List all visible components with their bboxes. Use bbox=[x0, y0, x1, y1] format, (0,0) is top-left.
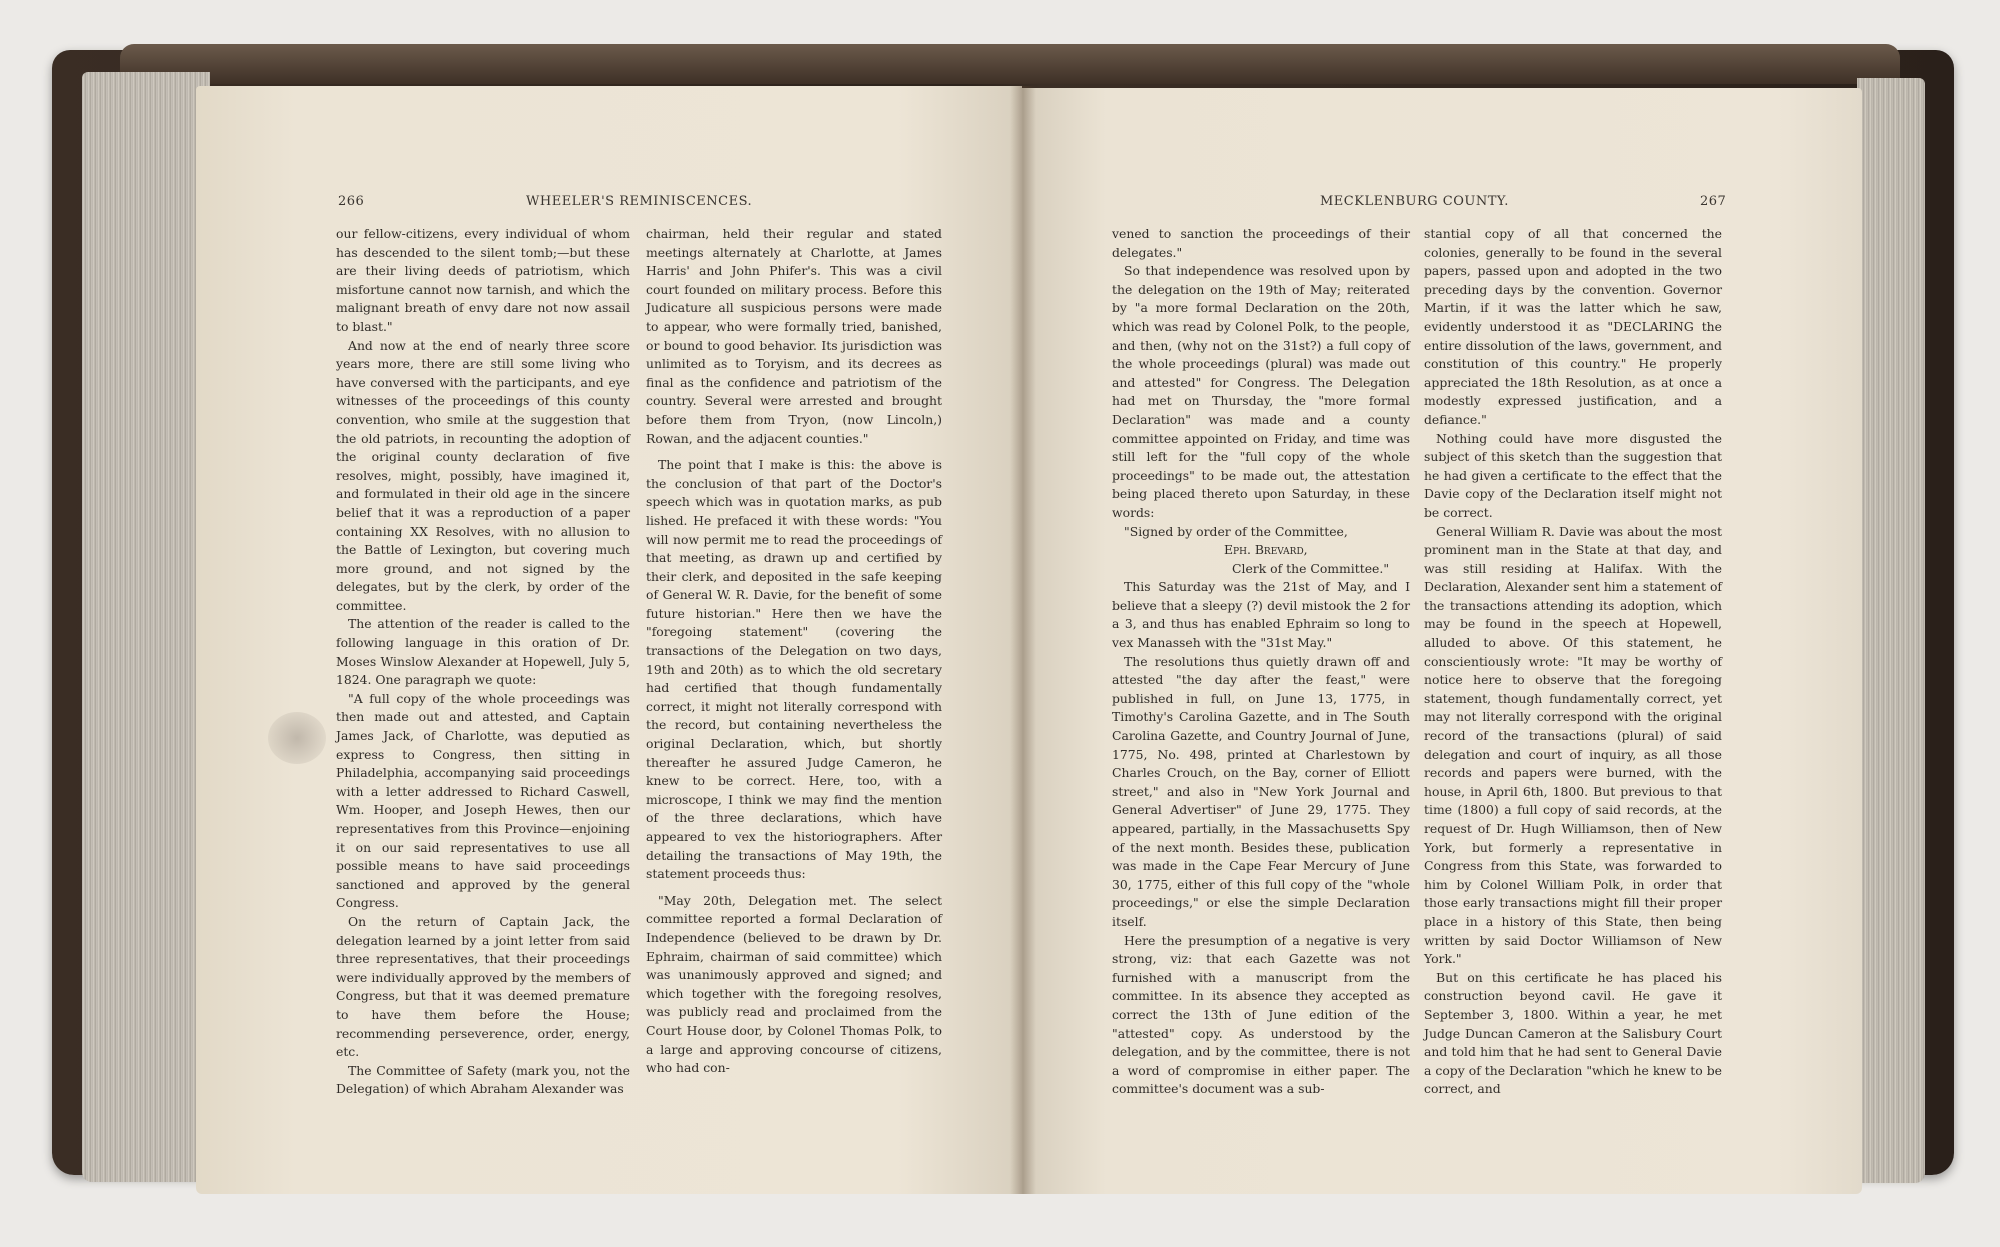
paragraph: And now at the end of nearly three score years more, there are still some living who have conversed with the participants, and eye witnesses of the proceedings of this county convention, who smile at the suggestion that the old patriots, in recounting the adoption of the original county declaration of five resolves, might, possibly, have imagined it, and formulated in their old age in the sincere belief that it was a reproduction of a paper containing XX Resolves, with no allusion to the Battle of Lexington, but covering much more ground, and not signed by the delegates, but by the clerk, by order of the committee. bbox=[336, 337, 630, 613]
paragraph: vened to sanction the proceedings of their delegates." bbox=[1112, 226, 1410, 260]
right-column-1 bbox=[1112, 225, 1410, 1099]
paragraph: "A full copy of the whole proceedings was then made out and attested, and Captain James Jack, of Charlotte, was deputied as express to Congress, then sitting in Philadelphia, accompanying said proceedings with a letter addressed to Richard Caswell, Wm. Hooper, and Joseph Hewes, then our representatives from this Province—enjoining it on our said representatives to use all possible means to have said proceedings sanctioned and approved by the general Congress. bbox=[336, 690, 630, 911]
left-column-1 bbox=[336, 225, 630, 1099]
paragraph: But on this certificate he has placed his construction beyond cavil. He gave it September 3, 1800. Within a year, he met Judge Duncan Cameron at the Salisbury Court and told him that he had sent to General Davie a copy of the Declaration "which he knew to be correct, and bbox=[1424, 969, 1722, 1097]
book-spine-top bbox=[120, 44, 1900, 84]
paragraph: The attention of the reader is called to the following language in this oration of Dr. Moses Winslow Alexander at Hopewell, July 5, 1824. One paragraph we quote: bbox=[336, 616, 630, 688]
paragraph: chairman, held their regular and stated meetings alternately at Charlotte, at James Harris' and John Phifer's. This was a civil court founded on military process. Before this Judicature all suspicious persons were made to appear, who were formally tried, banished, or bound to good behavior. Its jurisdiction was unlimited as to Toryism, and its decrees as final as the confidence and patriotism of the country. Several were arrested and brought before them from Tryon, (now Lincoln,) Rowan, and the adjacent counties." bbox=[646, 226, 942, 446]
left-column-2 bbox=[646, 225, 942, 1078]
paragraph: "May 20th, Delegation met. The select committee reported a formal Declaration of Independence (believed to be drawn by Dr. Ephraim, chairman of said committee) which was unanimously approved and signed; and which together with the foregoing resolves, was publicly read and proclaimed from the Court House door, by Colonel Thomas Polk, to a large and approving concourse of citizens, who had con- bbox=[646, 892, 942, 1076]
paragraph: On the return of Captain Jack, the delegation learned by a joint letter from said three representatives, that their proceedings were individually approved by the members of Congress, but that it was deemed premature to have them before the House; recommending perseverence, order, energy, etc. bbox=[336, 913, 630, 1060]
left-running-head: WHEELER'S REMINISCENCES. bbox=[526, 194, 753, 209]
page-edges-left bbox=[82, 72, 210, 1182]
paragraph: This Saturday was the 21st of May, and I believe that a sleepy (?) devil mistook the 2 for a 3, and thus has enabled Ephraim so long to vex Manasseh with the "31st May." bbox=[1112, 579, 1410, 651]
signature-name: Eph. Brevard, bbox=[1224, 542, 1308, 558]
paragraph: The resolutions thus quietly drawn off and attested "the day after the feast," were published in full, on June 13, 1775, in Timothy's Carolina Gazette, and in The South Carolina Gazette, and Country Journal of June, 1775, No. 498, printed at Charlestown by Charles Crouch, on the Bay, corner of Elliott street," and also in "New York Journal and General Advertiser" of June 29, 1775. They appeared, partially, in the Massachusetts Spy of the next month. Besides these, publication was made in the Cape Fear Mercury of June 30, 1775, either of this full copy of the "whole proceedings," or else the simple Declaration itself. bbox=[1112, 653, 1410, 929]
book-gutter bbox=[1010, 86, 1036, 1194]
page-stain bbox=[268, 712, 326, 764]
paragraph: stantial copy of all that concerned the colonies, generally to be found in the several papers, passed upon and adopted in the two preceding days by the convention. Governor Martin, if it was the latter which he saw, evidently understood it as "DECLARING the entire dissolution of the laws, government, and constitution of this country." He properly appreciated the 18th Resolution, as at once a modestly expressed justification, and a defiance." bbox=[1424, 226, 1722, 427]
paragraph: General William R. Davie was about the most prominent man in the State at that day, and was still residing at Halifax. With the Declaration, Alexander sent him a statement of the transactions attending its adoption, which may be found in the speech at Hopewell, alluded to above. Of this statement, he conscientiously wrote: "It may be worthy of notice here to observe that the foregoing statement, though fundamentally correct, yet may not literally correspond with the original record of the transactions (plural) of said delegation and court of inquiry, as all those records and papers were burned, with the house, in April 6th, 1800. But previous to that time (1800) a full copy of said records, at the request of Dr. Hugh Williamson, then of New York, but formerly a representative in Congress from this State, was forwarded to him by Colonel William Polk, in order that those early transactions might fill their proper place in a history of this State, then being written by said Doctor Williamson of New York." bbox=[1424, 523, 1722, 967]
paragraph: our fellow-citizens, every individual of whom has descended to the silent tomb;—but these are their living deeds of patriotism, which misfortune cannot now tarnish, and which the malignant breath of envy dare not now assail to blast." bbox=[336, 226, 630, 334]
paragraph: The point that I make is this: the above is the conclusion of that part of the Doctor's speech which was in quotation marks, as pub lished. He prefaced it with these words: "You will now permit me to read the proceedings of that meeting, as drawn up and certified by their clerk, and deposited in the safe keeping of General W. R. Davie, for the benefit of some future historian." Here then we have the "foregoing statement" (covering the transactions of the Delegation on two days, 19th and 20th) as to which the old secretary had certified that though fundamentally correct, it might not literally correspond with the record, but containing nevertheless the original Declaration, which, but shortly thereafter he assured Judge Cameron, he knew to be correct. Here, too, with a microscope, I think we may find the mention of the three declarations, which have appeared to vex the historiographers. After detailing the transactions of May 19th, the statement proceeds thus: bbox=[646, 457, 942, 882]
right-column-2 bbox=[1424, 225, 1722, 1099]
paragraph: The Committee of Safety (mark you, not the Delegation) of which Abraham Alexander was bbox=[336, 1062, 630, 1097]
right-running-head: MECKLENBURG COUNTY. bbox=[1320, 194, 1509, 209]
signature-title: Clerk of the Committee." bbox=[1232, 560, 1390, 576]
page-edges-right bbox=[1857, 78, 1925, 1183]
left-page-number: 266 bbox=[338, 194, 365, 209]
paragraph: Here the presumption of a negative is very strong, viz: that each Gazette was not furnished with a manuscript from the committee. In its absence they accepted as correct the 13th of June edition of the "attested" copy. As understood by the delegation, and by the committee, there is not a word of compromise in either paper. The committee's document was a sub- bbox=[1112, 932, 1410, 1097]
paragraph: So that independence was resolved upon by the delegation on the 19th of May; reiterated by "a more formal Declaration on the 20th, which was read by Colonel Polk, to the people, and then, (why not on the 31st?) a full copy of the whole proceedings (plural) was made out and attested" for Congress. The Delegation had met on Thursday, the "more formal Declaration" was made and a county committee appointed on Friday, and time was still left for the "full copy of the whole proceedings" to be made out, the attestation being placed thereto upon Saturday, in these words: bbox=[1112, 263, 1410, 520]
right-page-number: 267 bbox=[1700, 194, 1727, 209]
signature-line: "Signed by order of the Committee, bbox=[1124, 523, 1348, 539]
paragraph: Nothing could have more disgusted the subject of this sketch than the suggestion that he had given a certificate to the effect that the Davie copy of the Declaration itself might not be correct. bbox=[1424, 430, 1722, 520]
